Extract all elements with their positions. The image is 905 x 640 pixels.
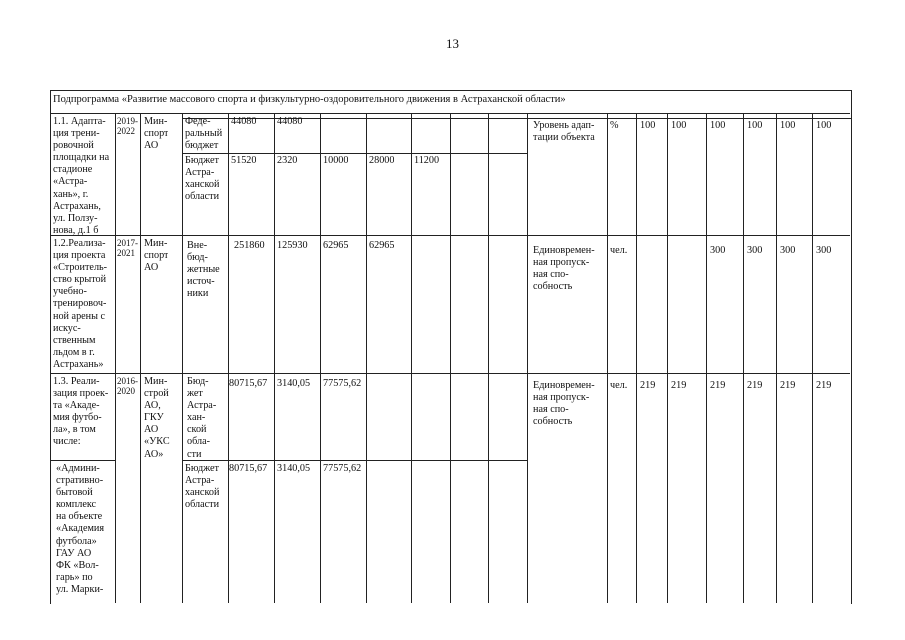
col-line — [667, 113, 668, 603]
page-number: 13 — [446, 36, 459, 51]
col-line — [488, 113, 489, 603]
row-1-2-unit: чел. — [610, 245, 628, 256]
row-1-3-sub-v3: 77575,62 — [323, 463, 362, 474]
row-1-3-sub-v1: 80715,67 — [229, 463, 268, 474]
col-line — [812, 113, 813, 603]
row-1-1-federal-v1: 44080 — [231, 116, 257, 127]
col-line — [636, 113, 637, 603]
row-1-1-target-4: 100 — [747, 120, 763, 131]
row-1-3-sub-name: «Админи- стративно- бытовой комплекс на объекте «Академия футбола» ГАУ АО ФК «Вол- гарь» по ул. Марки- — [56, 463, 105, 595]
row-1-3-target-4: 219 — [747, 380, 763, 391]
col-line — [366, 113, 367, 603]
row-1-2-source: Вне- бюд- жетные источ- ники — [187, 240, 220, 300]
col-line — [743, 113, 744, 603]
row-1-1-target-1: 100 — [640, 120, 656, 131]
row-1-3-target-1: 219 — [640, 380, 656, 391]
row-1-2-target-3: 300 — [710, 245, 726, 256]
row-1-3-target-3: 219 — [710, 380, 726, 391]
row-1-3-v3: 77575,62 — [323, 378, 362, 389]
row-1-1-source-federal: Феде- ральный бюджет — [185, 116, 223, 152]
row-1-3-target-2: 219 — [671, 380, 687, 391]
row-1-2-v2: 125930 — [277, 240, 308, 251]
row-1-3-executor: Мин- строй АО, ГКУ АО «УКС АО» — [144, 376, 170, 460]
row-1-1-regional-v2: 2320 — [277, 155, 298, 166]
row-1-3-v1: 80715,67 — [229, 378, 268, 389]
row-1-2-v1: 251860 — [234, 240, 265, 251]
row-1-1-target-3: 100 — [710, 120, 726, 131]
subrow-divider — [182, 460, 527, 461]
subrow-divider — [50, 460, 115, 461]
row-1-2-v4: 62965 — [369, 240, 395, 251]
col-line — [607, 113, 608, 603]
row-1-2-v3: 62965 — [323, 240, 349, 251]
row-1-3-sub-v2: 3140,05 — [277, 463, 311, 474]
row-1-2-target-5: 300 — [780, 245, 796, 256]
row-1-3-target-6: 219 — [816, 380, 832, 391]
row-1-1-regional-v3: 10000 — [323, 155, 349, 166]
row-1-3-v2: 3140,05 — [277, 378, 311, 389]
col-line — [527, 113, 528, 603]
row-1-1-period: 2019- 2022 — [117, 116, 138, 136]
row-1-1-name: 1.1. Адапта- ция трени- ровочной площадки на стадионе «Астра- хань», г. Астрахань, ул. Ползу- нова, д.1 б — [53, 116, 110, 236]
row-1-1-regional-v1: 51520 — [231, 155, 257, 166]
col-line — [274, 113, 275, 603]
row-1-2-target-6: 300 — [816, 245, 832, 256]
row-1-1-target-2: 100 — [671, 120, 687, 131]
row-1-1-source-regional: Бюджет Астра- ханской области — [185, 155, 220, 203]
row-1-1-target-6: 100 — [816, 120, 832, 131]
row-1-1-indicator: Уровень адап- тации объекта — [533, 120, 595, 144]
row-1-3-target-5: 219 — [780, 380, 796, 391]
row-1-2-name: 1.2.Реализа- ция проекта «Строитель- ство крытой учебно- тренировоч- ной арены с искус- ственным льдом в г. Астрахань» — [53, 238, 108, 370]
row-1-3-unit: чел. — [610, 380, 628, 391]
row-1-3-sub-source: Бюджет Астра- ханской области — [185, 463, 220, 511]
col-line — [706, 113, 707, 603]
col-line — [182, 113, 183, 603]
col-line — [228, 113, 229, 603]
col-line — [320, 113, 321, 603]
row-1-2-executor: Мин- спорт АО — [144, 238, 169, 274]
subrow-divider — [182, 153, 527, 154]
row-1-1-target-5: 100 — [780, 120, 796, 131]
row-1-1-federal-v2: 44080 — [277, 116, 303, 127]
col-line — [411, 113, 412, 603]
row-1-2-target-4: 300 — [747, 245, 763, 256]
row-1-1-regional-v4: 28000 — [369, 155, 395, 166]
col-line — [140, 113, 141, 603]
row-1-2-period: 2017- 2021 — [117, 238, 138, 258]
col-line — [115, 113, 116, 603]
row-1-1-regional-v5: 11200 — [414, 155, 440, 166]
row-1-1-executor: Мин- спорт АО — [144, 116, 169, 152]
row-1-1-unit: % — [610, 120, 619, 131]
table-frame — [50, 90, 852, 604]
col-line — [776, 113, 777, 603]
col-line — [450, 113, 451, 603]
row-1-3-source: Бюд- жет Астра- хан- ской обла- сти — [187, 376, 217, 460]
row-1-2-indicator: Единовремен- ная пропуск- ная спо- собность — [533, 245, 595, 293]
row-1-3-indicator: Единовремен- ная пропуск- ная спо- собность — [533, 380, 595, 428]
subprogram-title: Подпрограмма «Развитие массового спорта и физкультурно-оздоровительного движения в Астраханской области» — [53, 94, 566, 105]
row-1-3-name: 1.3. Реали- зация проек- та «Акаде- мия футбо- ла», в том числе: — [53, 376, 109, 448]
row-1-3-period: 2016- 2020 — [117, 376, 138, 396]
